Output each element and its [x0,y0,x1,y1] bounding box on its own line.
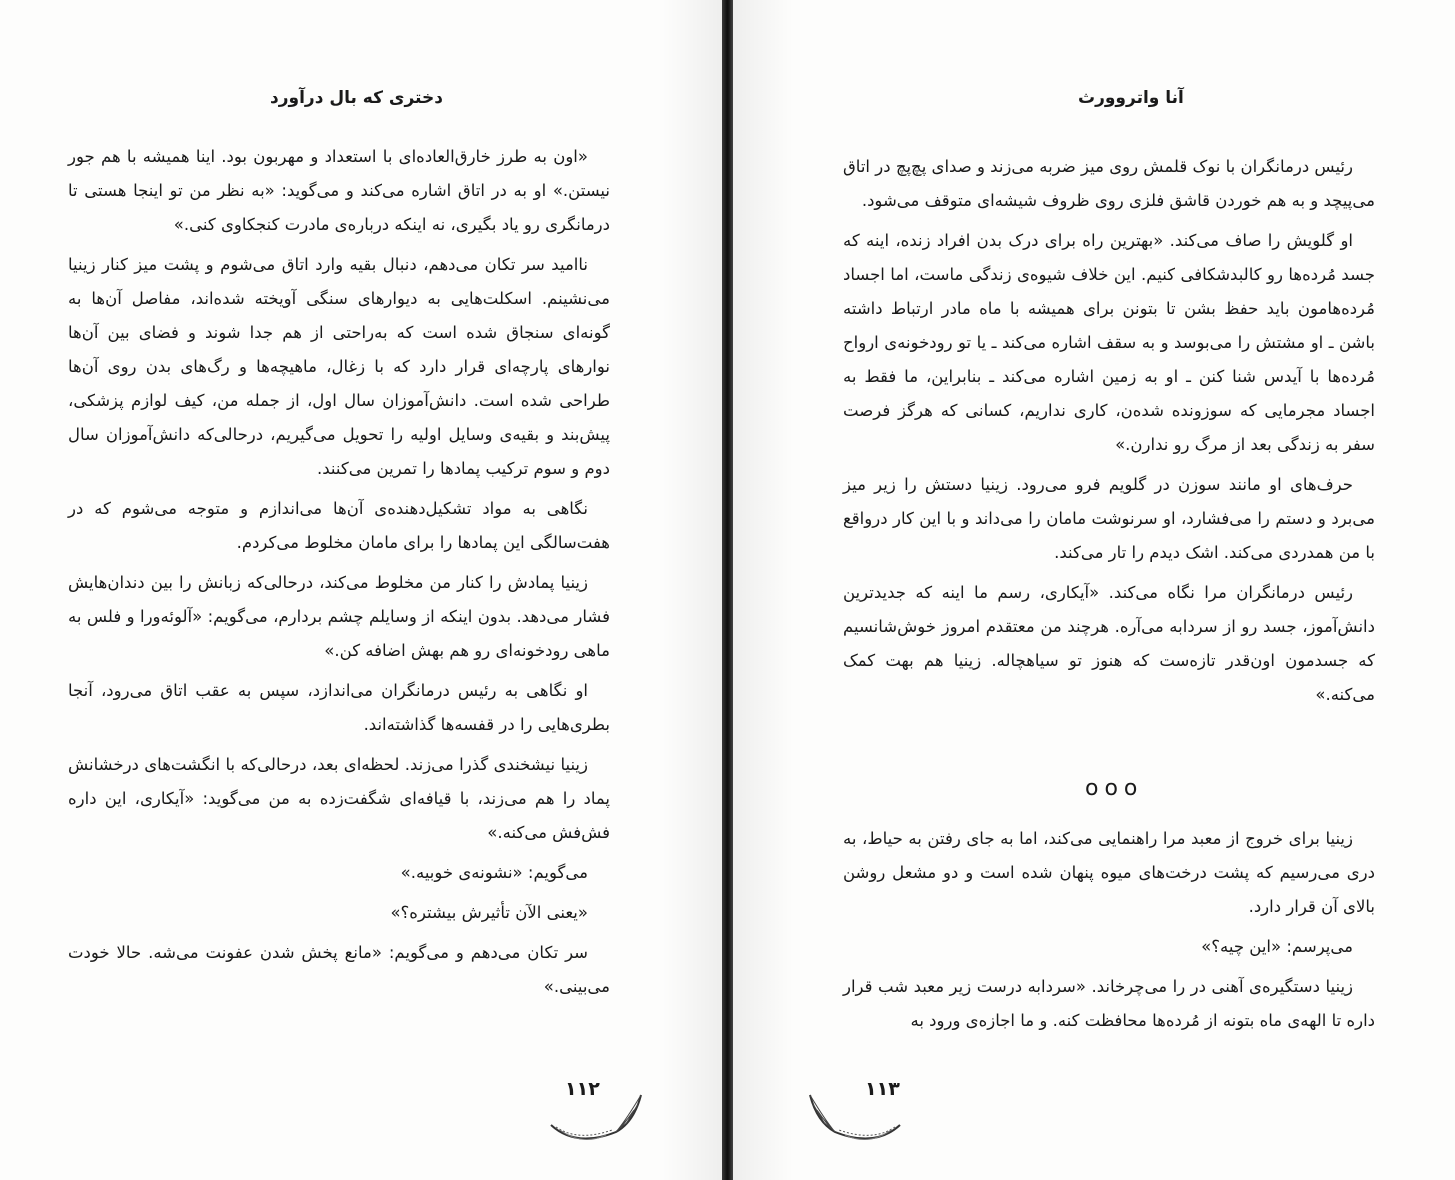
left-page [0,0,722,1180]
paragraph: حرف‌های او مانند سوزن در گلویم فرو می‌رود. زینیا دستش را زیر میز می‌برد و دستم را می‌فشارد، او سرنوشت مامان را می‌داند و با این کار درواقع با من همدردی می‌کند. اشک دیدم را تار می‌کند. [843,475,1375,562]
body-text [843,150,1375,718]
gutter-shadow [733,0,793,1180]
paragraph: ناامید سر تکان می‌دهم، دنبال بقیه وارد اتاق می‌شوم و پشت میز کنار زینیا می‌نشینم. اسکلت‌هایی به دیوارهای سنگی آویخته شده‌اند، مفاصل آن‌ها به گونه‌ای سنجاق شده است که به‌راحتی از هم جدا شوند و فضای بین آن‌ها نوارهای پارچه‌ای قرار دارد که با زغال، ماهیچه‌ها و رگ‌های بدن روی آن‌ها طراحی شده است. دانش‌آموزان سال اول، از جمله من، کیف لوازم پزشکی، پیش‌بند و بقیه‌ی وسایل اولیه را تحویل می‌گیریم، درحالی‌که دانش‌آموزان سال دوم و سوم ترکیب پمادها را تمرین می‌کنند. [68,255,610,478]
running-head: دختری که بال درآورد [270,88,443,108]
paragraph: سر تکان می‌دهم و می‌گویم: «مانع پخش شدن عفونت می‌شه. حالا خودت می‌بینی.» [68,943,610,996]
body-text [68,140,610,1010]
feather-icon [546,1080,646,1150]
running-head: آنا واتروورث [1078,88,1184,108]
book-gutter [722,0,733,1180]
paragraph: رئیس درمانگران با نوک قلمش روی میز ضربه می‌زند و صدای پچ‌پچ در اتاق می‌پیچد و به هم خوردن قاشق فلزی روی ظروف شیشه‌ای متوقف می‌شود. [843,157,1375,210]
page-number: ۱۱۳ [865,1078,900,1100]
paragraph: رئیس درمانگران مرا نگاه می‌کند. «آیکاری، رسم ما اینه که جدیدترین دانش‌آموز، جسد رو از سردابه می‌آره. هرچند من معتقدم امروز خوش‌شانسیم که جسدمون اون‌قدر تازه‌ست که هنوز تو سیاهچاله. زینیا هم بهت کمک می‌کنه.» [843,583,1375,704]
paragraph: زینیا دستگیره‌ی آهنی در را می‌چرخاند. «سردابه درست زیر معبد شب قرار داره تا الهه‌ی ماه بتونه از مُرده‌ها محافظت کنه. و ما اجازه‌ی ورود به [843,977,1375,1030]
paragraph: زینیا نیشخندی گذرا می‌زند. لحظه‌ای بعد، درحالی‌که با انگشت‌های درخشانش پماد را هم می‌زند، با قیافه‌ای شگفت‌زده به من می‌گوید: «آیکاری، این داره فش‌فش می‌کنه.» [68,755,610,842]
paragraph: زینیا پمادش را کنار من مخلوط می‌کند، درحالی‌که زبانش را بین دندان‌هایش فشار می‌دهد. بدون اینکه از وسایلم چشم بردارم، می‌گویم: «آلوئه‌ورا و فلس به ماهی رودخونه‌ای رو هم بهش اضافه کن.» [68,573,610,660]
paragraph: او نگاهی به رئیس درمانگران می‌اندازد، سپس به عقب اتاق می‌رود، آنجا بطری‌هایی را در قفسه‌ها گذاشته‌اند. [68,681,610,734]
gutter-shadow [662,0,722,1180]
page-number: ۱۱۲ [565,1078,600,1100]
paragraph: او گلویش را صاف می‌کند. «بهترین راه برای درک بدن افراد زنده، اینه که جسد مُرده‌ها رو کالبدشکافی کنیم. این خلاف شیوه‌ی زندگی ماست، اما اجساد مُرده‌هامون باید حفظ بشن تا بتونن برای همیشه با ماه مادر ارتباط داشته باشن ـ او مشتش را می‌بوسد و به سقف اشاره می‌کند ـ یا تو رودخونه‌ی ارواح مُرده‌ها با آیدس شنا کنن ـ او به زمین اشاره می‌کند ـ بنابراین، ما فقط به اجساد مجرمایی که سوزونده شده‌ن، کاری نداریم، کسانی که هرگز فرصت سفر به زندگی بعد از مرگ رو ندارن.» [843,231,1375,454]
paragraph: «اون به طرز خارق‌العاده‌ای با استعداد و مهربون بود. اینا همیشه با هم جور نیستن.» او به در اتاق اشاره می‌کند و می‌گوید: «به نظر من تو اینجا هستی تا درمانگری رو یاد بگیری، نه اینکه درباره‌ی مادرت کنجکاوی کنی.» [68,147,610,234]
paragraph: می‌پرسم: «این چیه؟» [1201,937,1353,956]
paragraph: نگاهی به مواد تشکیل‌دهنده‌ی آن‌ها می‌اندازم و متوجه می‌شوم که در هفت‌سالگی این پمادها را برای مامان مخلوط می‌کردم. [68,499,610,552]
paragraph: «یعنی الآن تأثیرش بیشتره؟» [390,903,588,922]
section-break: ooo [1085,776,1144,801]
paragraph: زینیا برای خروج از معبد مرا راهنمایی می‌کند، اما به جای رفتن به حیاط، به دری می‌رسیم که پشت درخت‌های میوه پنهان شده است و دو مشعل روشن بالای آن قرار دارد. [843,829,1375,916]
paragraph: می‌گویم: «نشونه‌ی خوبیه.» [400,863,588,882]
feather-icon [805,1080,905,1150]
body-text [843,822,1375,1044]
right-page [733,0,1455,1180]
